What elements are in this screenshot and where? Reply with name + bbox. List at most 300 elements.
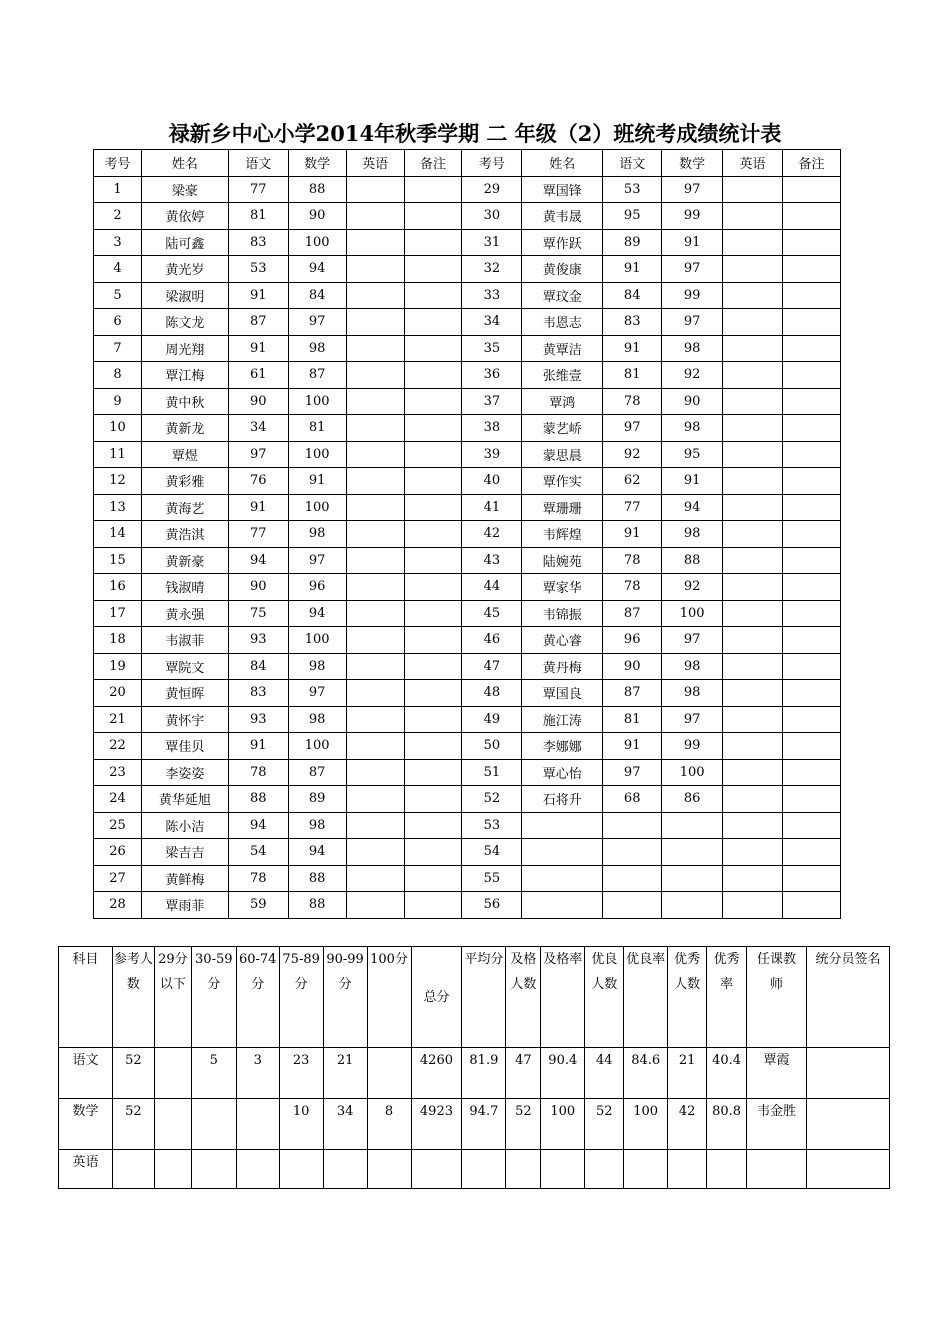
score-cell	[782, 362, 840, 389]
score-cell: 96	[288, 574, 346, 601]
score-cell: 48	[462, 680, 522, 707]
score-cell: 18	[94, 627, 142, 654]
score-cell	[723, 839, 783, 866]
score-cell: 94	[228, 547, 288, 574]
score-cell: 90	[288, 203, 346, 230]
score-cell	[346, 229, 404, 256]
score-cell: 78	[228, 759, 288, 786]
score-cell	[782, 600, 840, 627]
stats-cell	[236, 1099, 279, 1150]
score-cell: 覃江梅	[141, 362, 228, 389]
score-cell: 76	[228, 468, 288, 495]
stats-cell: 52	[112, 1099, 154, 1150]
score-cell: 钱淑晴	[141, 574, 228, 601]
score-cell: 蒙思晨	[522, 441, 603, 468]
score-cell	[723, 653, 783, 680]
score-cell: 黄华延旭	[141, 786, 228, 813]
score-cell	[782, 176, 840, 203]
score-cell	[723, 415, 783, 442]
table-row	[94, 865, 841, 892]
score-cell: 34	[228, 415, 288, 442]
score-cell	[522, 892, 603, 919]
score-header-cell: 备注	[404, 150, 462, 177]
score-cell: 97	[603, 415, 662, 442]
stats-cell	[367, 1048, 411, 1099]
score-cell: 陈文龙	[141, 309, 228, 336]
score-cell	[404, 547, 462, 574]
score-cell: 94	[288, 600, 346, 627]
score-cell: 覃珊珊	[522, 494, 603, 521]
score-cell: 98	[662, 335, 723, 362]
stats-cell: 34	[323, 1099, 367, 1150]
stats-cell: 21	[668, 1048, 707, 1099]
stats-cell	[506, 1150, 541, 1189]
score-cell: 90	[228, 388, 288, 415]
score-cell	[522, 865, 603, 892]
score-cell	[404, 309, 462, 336]
stats-cell: 80.8	[707, 1099, 747, 1150]
score-cell: 96	[603, 627, 662, 654]
score-cell: 陈小洁	[141, 812, 228, 839]
score-cell: 15	[94, 547, 142, 574]
score-cell: 98	[288, 335, 346, 362]
score-cell: 94	[662, 494, 723, 521]
stats-header-row	[59, 947, 890, 1048]
score-cell: 100	[288, 441, 346, 468]
score-cell: 陆婉苑	[522, 547, 603, 574]
score-cell	[723, 574, 783, 601]
score-cell	[782, 733, 840, 760]
stats-cell	[806, 1048, 889, 1099]
score-cell: 100	[288, 733, 346, 760]
score-cell: 35	[462, 335, 522, 362]
table-row	[94, 441, 841, 468]
score-cell: 25	[94, 812, 142, 839]
stats-cell: 8	[367, 1099, 411, 1150]
score-cell: 84	[228, 653, 288, 680]
score-cell: 98	[288, 653, 346, 680]
score-cell	[723, 388, 783, 415]
score-cell: 覃佳贝	[141, 733, 228, 760]
stats-cell	[541, 1150, 585, 1189]
score-cell: 44	[462, 574, 522, 601]
table-row	[94, 282, 841, 309]
score-cell	[346, 759, 404, 786]
score-cell	[404, 335, 462, 362]
score-header-cell: 备注	[782, 150, 840, 177]
stats-table	[58, 946, 890, 1189]
score-cell: 81	[603, 706, 662, 733]
score-cell: 47	[462, 653, 522, 680]
score-cell: 韦恩志	[522, 309, 603, 336]
table-row	[94, 309, 841, 336]
stats-cell: 90.4	[541, 1048, 585, 1099]
stats-cell	[154, 1048, 191, 1099]
score-cell	[723, 547, 783, 574]
score-cell: 20	[94, 680, 142, 707]
score-cell: 100	[288, 494, 346, 521]
score-table	[93, 149, 841, 919]
score-cell: 99	[662, 282, 723, 309]
score-cell: 97	[288, 680, 346, 707]
score-cell	[346, 441, 404, 468]
score-cell: 覃玟金	[522, 282, 603, 309]
stats-cell	[323, 1150, 367, 1189]
score-cell: 89	[288, 786, 346, 813]
score-cell: 88	[288, 865, 346, 892]
stats-cell: 4923	[411, 1099, 462, 1150]
score-cell: 黄俊康	[522, 256, 603, 283]
score-cell	[346, 362, 404, 389]
score-cell: 90	[228, 574, 288, 601]
score-cell: 91	[228, 494, 288, 521]
score-cell	[782, 282, 840, 309]
score-cell	[723, 627, 783, 654]
score-header-cell: 数学	[662, 150, 723, 177]
score-cell	[782, 706, 840, 733]
score-cell	[782, 388, 840, 415]
stats-cell	[462, 1150, 506, 1189]
score-cell: 石将升	[522, 786, 603, 813]
stats-cell	[236, 1150, 279, 1189]
table-row	[94, 362, 841, 389]
score-cell: 83	[603, 309, 662, 336]
stats-header-cell: 参考人数	[112, 947, 154, 1048]
score-cell: 覃院文	[141, 653, 228, 680]
stats-cell: 81.9	[462, 1048, 506, 1099]
score-cell	[723, 256, 783, 283]
stats-cell: 42	[668, 1099, 707, 1150]
score-cell	[782, 680, 840, 707]
score-cell	[404, 229, 462, 256]
table-row	[94, 706, 841, 733]
score-cell: 梁豪	[141, 176, 228, 203]
table-row	[94, 229, 841, 256]
score-cell	[723, 812, 783, 839]
score-cell: 92	[603, 441, 662, 468]
score-cell: 91	[603, 335, 662, 362]
score-header-cell: 语文	[228, 150, 288, 177]
score-cell: 87	[288, 362, 346, 389]
stats-cell: 47	[506, 1048, 541, 1099]
score-cell: 86	[662, 786, 723, 813]
stats-header-cell: 75-89分	[279, 947, 323, 1048]
score-cell	[603, 839, 662, 866]
stats-cell	[279, 1150, 323, 1189]
score-cell: 94	[288, 256, 346, 283]
score-cell	[782, 547, 840, 574]
score-cell	[782, 441, 840, 468]
score-cell	[603, 865, 662, 892]
score-cell: 53	[603, 176, 662, 203]
score-cell	[723, 733, 783, 760]
score-cell: 黄彩雅	[141, 468, 228, 495]
score-cell: 91	[662, 229, 723, 256]
score-cell: 43	[462, 547, 522, 574]
stats-cell: 英语	[59, 1150, 113, 1189]
score-cell: 77	[228, 176, 288, 203]
stats-cell: 23	[279, 1048, 323, 1099]
score-cell: 87	[603, 680, 662, 707]
score-cell: 46	[462, 627, 522, 654]
stats-cell	[806, 1099, 889, 1150]
table-row	[94, 892, 841, 919]
score-header-cell: 英语	[346, 150, 404, 177]
score-cell: 覃心怡	[522, 759, 603, 786]
score-cell	[346, 547, 404, 574]
score-cell: 81	[288, 415, 346, 442]
score-cell: 覃国良	[522, 680, 603, 707]
stats-cell: 100	[541, 1099, 585, 1150]
stats-cell: 10	[279, 1099, 323, 1150]
score-cell: 100	[288, 229, 346, 256]
score-cell	[723, 759, 783, 786]
score-cell	[723, 362, 783, 389]
score-cell	[404, 494, 462, 521]
score-cell: 53	[228, 256, 288, 283]
score-cell	[723, 335, 783, 362]
score-cell: 7	[94, 335, 142, 362]
score-cell: 62	[603, 468, 662, 495]
score-cell: 87	[228, 309, 288, 336]
score-cell	[346, 521, 404, 548]
score-cell	[723, 203, 783, 230]
score-cell: 陆可鑫	[141, 229, 228, 256]
table-row	[94, 680, 841, 707]
stats-cell: 语文	[59, 1048, 113, 1099]
table-row	[59, 1150, 890, 1189]
score-cell: 32	[462, 256, 522, 283]
score-cell: 梁淑明	[141, 282, 228, 309]
score-cell: 90	[603, 653, 662, 680]
score-cell	[723, 521, 783, 548]
score-header-cell: 数学	[288, 150, 346, 177]
stats-cell	[806, 1150, 889, 1189]
score-cell	[782, 653, 840, 680]
score-cell: 54	[228, 839, 288, 866]
score-cell: 8	[94, 362, 142, 389]
score-cell: 覃作跃	[522, 229, 603, 256]
stats-cell: 84.6	[624, 1048, 668, 1099]
score-cell: 梁吉吉	[141, 839, 228, 866]
score-cell	[782, 759, 840, 786]
score-cell: 98	[662, 415, 723, 442]
stats-cell	[585, 1150, 624, 1189]
score-cell	[404, 203, 462, 230]
table-row	[94, 759, 841, 786]
score-cell	[404, 865, 462, 892]
score-cell	[662, 865, 723, 892]
score-cell: 84	[288, 282, 346, 309]
score-cell: 37	[462, 388, 522, 415]
score-cell: 黄心睿	[522, 627, 603, 654]
score-cell: 5	[94, 282, 142, 309]
score-cell	[723, 865, 783, 892]
score-cell: 13	[94, 494, 142, 521]
score-cell: 91	[228, 282, 288, 309]
score-cell: 张维壹	[522, 362, 603, 389]
score-cell	[782, 892, 840, 919]
score-cell: 1	[94, 176, 142, 203]
score-cell	[346, 865, 404, 892]
score-cell: 90	[662, 388, 723, 415]
score-cell: 83	[228, 680, 288, 707]
score-cell	[782, 468, 840, 495]
score-cell: 黄中秋	[141, 388, 228, 415]
score-cell: 52	[462, 786, 522, 813]
score-cell	[404, 256, 462, 283]
table-row	[94, 335, 841, 362]
stats-header-cell: 60-74分	[236, 947, 279, 1048]
score-cell	[346, 600, 404, 627]
score-cell	[723, 680, 783, 707]
score-cell: 24	[94, 786, 142, 813]
table-row	[94, 839, 841, 866]
score-cell: 周光翔	[141, 335, 228, 362]
table-row	[94, 468, 841, 495]
score-header-cell: 姓名	[141, 150, 228, 177]
score-cell: 97	[662, 176, 723, 203]
score-cell	[782, 494, 840, 521]
table-row	[94, 494, 841, 521]
score-cell	[404, 706, 462, 733]
score-cell: 91	[603, 521, 662, 548]
score-cell: 68	[603, 786, 662, 813]
score-cell: 94	[288, 839, 346, 866]
score-cell: 40	[462, 468, 522, 495]
score-cell	[346, 176, 404, 203]
score-cell: 81	[603, 362, 662, 389]
score-cell	[346, 388, 404, 415]
stats-header-cell: 优良率	[624, 947, 668, 1048]
score-cell	[404, 892, 462, 919]
score-cell	[782, 229, 840, 256]
score-cell: 黄恒晖	[141, 680, 228, 707]
table-row	[94, 574, 841, 601]
stats-cell	[154, 1150, 191, 1189]
stats-header-cell: 100分	[367, 947, 411, 1048]
stats-cell: 韦金胜	[747, 1099, 807, 1150]
table-row	[94, 415, 841, 442]
score-cell: 36	[462, 362, 522, 389]
score-cell: 黄怀宇	[141, 706, 228, 733]
score-cell: 78	[603, 574, 662, 601]
score-cell	[404, 441, 462, 468]
score-cell: 56	[462, 892, 522, 919]
score-cell: 88	[228, 786, 288, 813]
score-cell: 92	[662, 362, 723, 389]
score-cell: 91	[228, 733, 288, 760]
score-cell: 100	[662, 759, 723, 786]
score-cell: 39	[462, 441, 522, 468]
score-cell	[404, 415, 462, 442]
table-row	[94, 786, 841, 813]
score-cell: 54	[462, 839, 522, 866]
table-row	[59, 1099, 890, 1150]
score-cell: 施江涛	[522, 706, 603, 733]
score-cell: 97	[662, 706, 723, 733]
score-cell: 34	[462, 309, 522, 336]
stats-header-cell: 总分	[411, 947, 462, 1048]
score-cell	[662, 839, 723, 866]
stats-cell	[747, 1150, 807, 1189]
score-cell: 91	[662, 468, 723, 495]
stats-header-cell: 及格人数	[506, 947, 541, 1048]
page-title: 禄新乡中心小学2014年秋季学期 二 年级（2）班统考成绩统计表	[168, 121, 782, 146]
score-cell: 10	[94, 415, 142, 442]
score-cell	[346, 415, 404, 442]
table-row	[94, 733, 841, 760]
score-cell: 黄新豪	[141, 547, 228, 574]
score-cell: 55	[462, 865, 522, 892]
score-cell: 99	[662, 203, 723, 230]
score-cell: 98	[288, 812, 346, 839]
table-row	[94, 256, 841, 283]
score-cell	[723, 892, 783, 919]
score-cell: 87	[603, 600, 662, 627]
score-cell: 3	[94, 229, 142, 256]
score-cell: 41	[462, 494, 522, 521]
stats-cell	[112, 1150, 154, 1189]
score-cell: 75	[228, 600, 288, 627]
score-cell: 黄新龙	[141, 415, 228, 442]
score-cell: 92	[662, 574, 723, 601]
score-cell: 19	[94, 653, 142, 680]
stats-cell: 52	[112, 1048, 154, 1099]
stats-cell	[668, 1150, 707, 1189]
score-cell: 91	[288, 468, 346, 495]
score-cell	[404, 653, 462, 680]
stats-header-cell: 优秀率	[707, 947, 747, 1048]
score-cell	[782, 865, 840, 892]
table-row	[94, 653, 841, 680]
score-cell: 95	[603, 203, 662, 230]
stats-cell: 100	[624, 1099, 668, 1150]
score-cell: 29	[462, 176, 522, 203]
score-cell: 覃煜	[141, 441, 228, 468]
table-row	[94, 521, 841, 548]
score-cell	[346, 733, 404, 760]
score-cell: 9	[94, 388, 142, 415]
score-cell	[782, 335, 840, 362]
score-cell: 11	[94, 441, 142, 468]
score-cell	[522, 839, 603, 866]
score-header-row	[94, 150, 841, 177]
score-cell	[782, 627, 840, 654]
score-cell: 99	[662, 733, 723, 760]
score-cell: 77	[603, 494, 662, 521]
score-cell	[346, 468, 404, 495]
score-cell	[346, 256, 404, 283]
score-cell: 30	[462, 203, 522, 230]
score-cell: 87	[288, 759, 346, 786]
score-cell: 黄丹梅	[522, 653, 603, 680]
stats-header-cell: 统分员签名	[806, 947, 889, 1048]
score-cell	[723, 468, 783, 495]
score-cell	[346, 680, 404, 707]
score-cell: 97	[228, 441, 288, 468]
score-header-cell: 考号	[94, 150, 142, 177]
score-cell: 覃家华	[522, 574, 603, 601]
table-row	[94, 176, 841, 203]
score-cell: 2	[94, 203, 142, 230]
score-cell: 黄覃洁	[522, 335, 603, 362]
score-cell	[346, 203, 404, 230]
score-cell: 77	[228, 521, 288, 548]
score-cell: 李娜娜	[522, 733, 603, 760]
score-cell: 覃国锋	[522, 176, 603, 203]
stats-cell: 44	[585, 1048, 624, 1099]
